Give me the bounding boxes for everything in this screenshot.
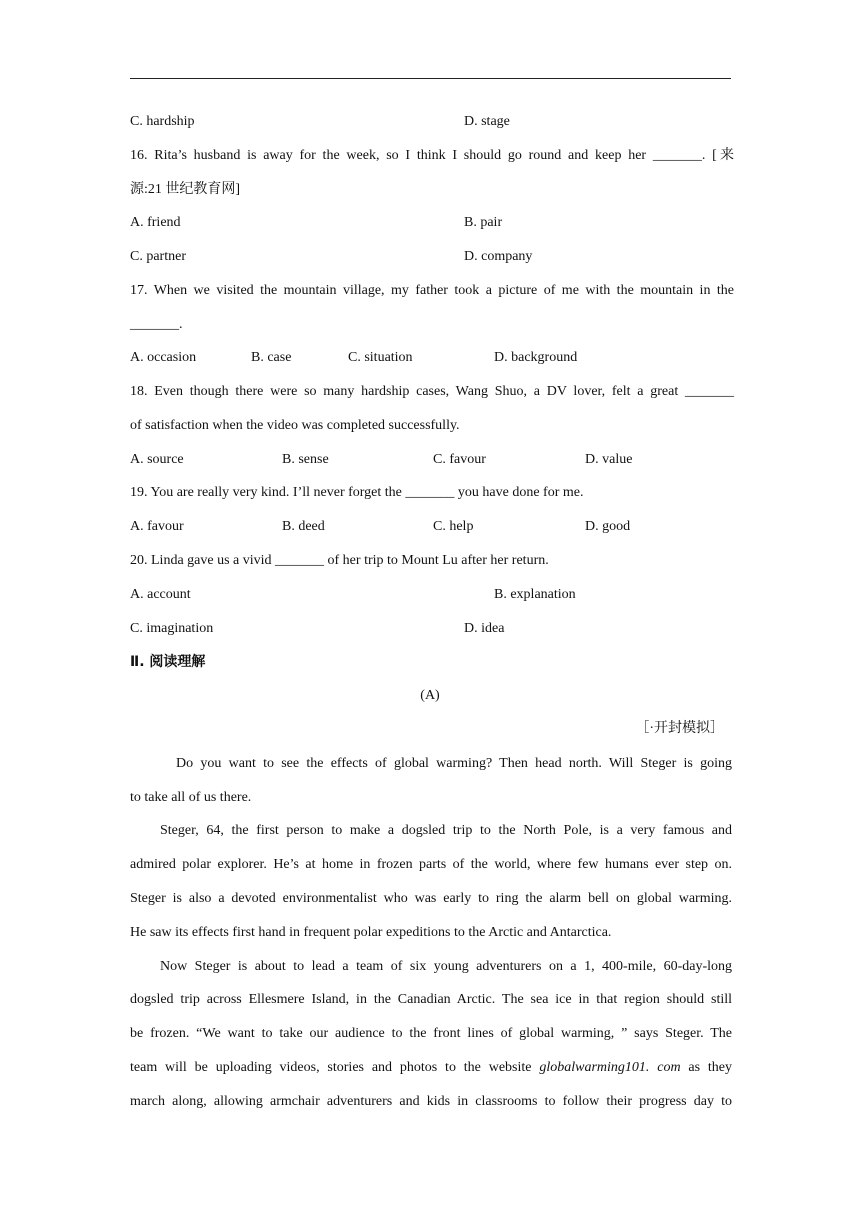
p2-line3: Steger is also a devoted environmentalist who was early to ring the alarm bell on global warming.	[130, 891, 732, 906]
q17-option-b: B. case	[251, 350, 292, 365]
q16-option-c: C. partner	[130, 249, 186, 264]
q15-option-c: C. hardship	[130, 114, 195, 129]
q20-option-c: C. imagination	[130, 621, 214, 636]
q18-option-d: D. value	[585, 452, 633, 467]
website-link[interactable]: globalwarming101. com	[539, 1060, 681, 1075]
q18-stem-line1: 18. Even though there were so many hardship cases, Wang Shuo, a DV lover, felt a great _______	[130, 384, 734, 399]
q18-stem-line2: of satisfaction when the video was completed successfully.	[130, 418, 460, 433]
p2-line4: He saw its effects first hand in frequent polar expeditions to the Arctic and Antarctica.	[130, 925, 612, 940]
p2-line2: admired polar explorer. He’s at home in frozen parts of the world, where few humans ever step on.	[130, 857, 732, 872]
q17-stem-line1: 17. When we visited the mountain village, my father took a picture of me with the mountain in the	[130, 283, 734, 298]
q18-option-b: B. sense	[282, 452, 329, 467]
q20-option-d: D. idea	[464, 621, 505, 636]
passage-source: ［·开封模拟］	[635, 721, 724, 736]
q16-option-b: B. pair	[464, 215, 503, 230]
p3-line5: march along, allowing armchair adventurers and kids in classrooms to follow their progress day to	[130, 1094, 732, 1109]
q19-option-d: D. good	[585, 519, 631, 534]
section-heading: Ⅱ. 阅读理解	[130, 654, 206, 670]
q16-option-a: A. friend	[130, 215, 181, 230]
q15-option-d: D. stage	[464, 114, 510, 129]
p3-line4-text-a: team will be uploading videos, stories and photos to the website	[130, 1060, 540, 1075]
q20-stem-line1: 20. Linda gave us a vivid _______ of her trip to Mount Lu after her return.	[130, 553, 549, 568]
p3-line1: Now Steger is about to lead a team of six young adventurers on a 1, 400-mile, 60-day-long	[160, 959, 732, 974]
p3-line4-text-b: as they	[680, 1060, 733, 1075]
p3-line2: dogsled trip across Ellesmere Island, in the Canadian Arctic. The sea ice in that region should still	[130, 992, 732, 1007]
q20-option-b: B. explanation	[494, 587, 576, 602]
p2-line1: Steger, 64, the first person to make a dogsled trip to the North Pole, is a very famous and	[160, 823, 732, 838]
q19-option-a: A. favour	[130, 519, 184, 534]
p3-line4	[130, 1058, 732, 1078]
q20-option-a: A. account	[130, 587, 191, 602]
q16-option-d: D. company	[464, 249, 533, 264]
q16-stem-line2: 源:21 世纪教育网]	[130, 182, 241, 197]
q19-option-c: C. help	[433, 519, 474, 534]
header-rule	[130, 78, 731, 79]
q19-stem-line1: 19. You are really very kind. I’ll never forget the _______ you have done for me.	[130, 485, 584, 500]
passage-label: (A)	[420, 688, 440, 703]
q18-option-c: C. favour	[433, 452, 486, 467]
q17-option-d: D. background	[494, 350, 578, 365]
q19-option-b: B. deed	[282, 519, 325, 534]
q17-stem-line2: _______.	[130, 317, 183, 332]
q17-option-a: A. occasion	[130, 350, 197, 365]
p1-line1: Do you want to see the effects of global warming? Then head north. Will Steger is going	[176, 756, 732, 771]
q18-option-a: A. source	[130, 452, 184, 467]
q16-stem-line1: 16. Rita’s husband is away for the week, so I think I should go round and keep her _______. [来	[130, 148, 734, 163]
p3-line3: be frozen. “We want to take our audience to the front lines of global warming, ” says Steger. The	[130, 1026, 732, 1041]
q17-option-c: C. situation	[348, 350, 413, 365]
p1-line2: to take all of us there.	[130, 790, 252, 805]
